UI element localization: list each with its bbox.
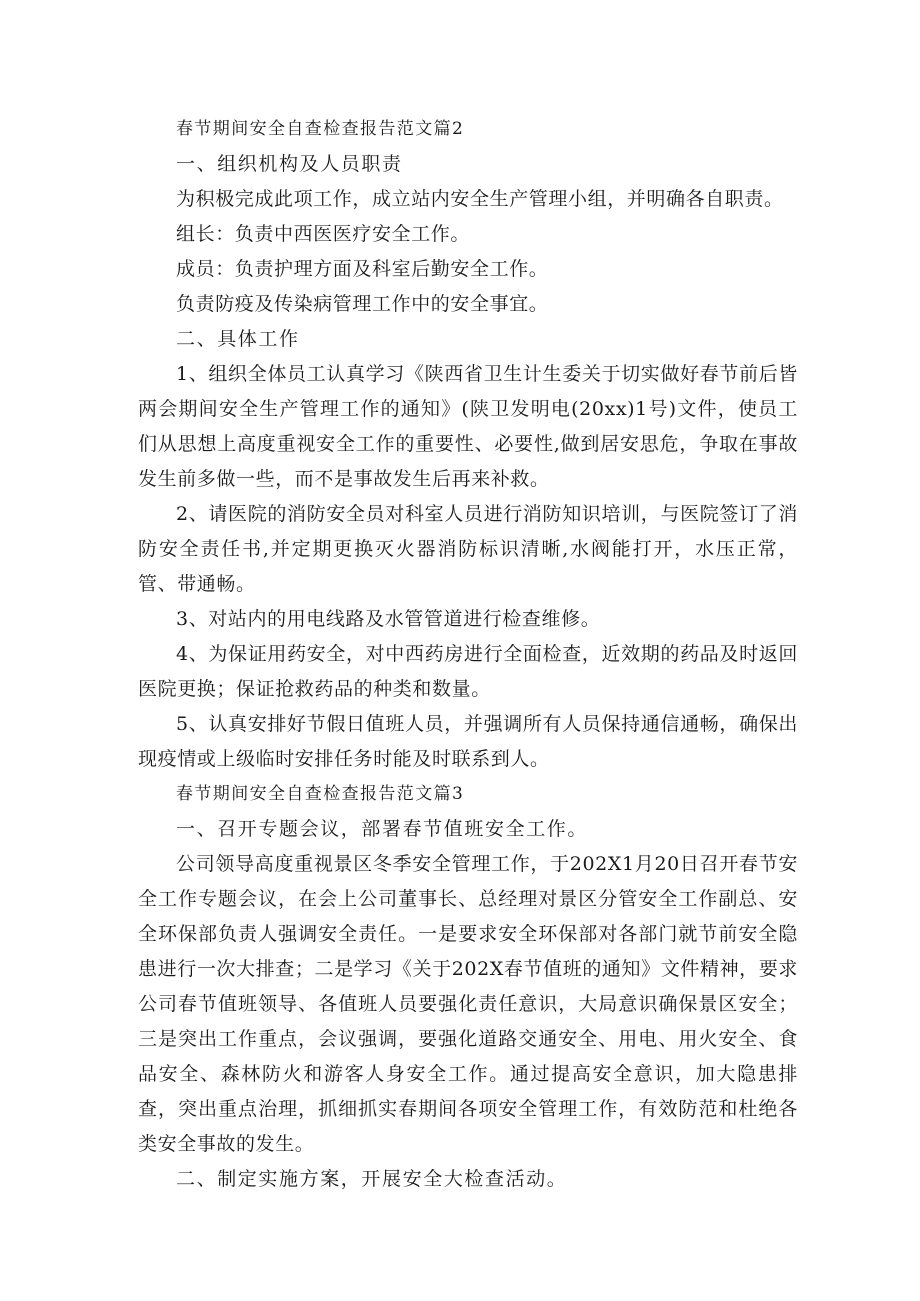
body-paragraph: 2、请医院的消防安全员对科室人员进行消防知识培训，与医院签订了消防安全责任书,并定期更换灭火器消防标识清晰,水阀能打开，水压正常，管、带通畅。 bbox=[138, 503, 798, 595]
section-heading: 二、制定实施方案，开展安全大检查活动。 bbox=[176, 1168, 568, 1190]
body-paragraph: 成员：负责护理方面及科室后勤安全工作。 bbox=[176, 258, 549, 280]
section-heading: 一、召开专题会议，部署春节值班安全工作。 bbox=[176, 818, 589, 840]
body-paragraph: 3、对站内的用电线路及水管管道进行检查维修。 bbox=[176, 608, 601, 630]
body-paragraph: 负责防疫及传染病管理工作中的安全事宜。 bbox=[176, 293, 549, 315]
body-paragraph: 5、认真安排好节假日值班人员，并强调所有人员保持通信通畅，确保出现疫情或上级临时安排任务时能及时联系到人。 bbox=[138, 713, 798, 770]
body-paragraph: 组长：负责中西医医疗安全工作。 bbox=[176, 223, 471, 245]
body-paragraph: 4、为保证用药安全，对中西药房进行全面检查，近效期的药品及时返回医院更换；保证抢救药品的种类和数量。 bbox=[138, 643, 798, 700]
body-paragraph: 1、组织全体员工认真学习《陕西省卫生计生委关于切实做好春节前后皆两会期间安全生产管理工作的通知》(陕卫发明电(20xx)1号)文件，使员工们从思想上高度重视安全工作的重要性、必要性,做到居安思危，争取在事故发生前多做一些，而不是事故发生后再来补救。 bbox=[138, 363, 798, 490]
article-title: 春节期间安全自查检查报告范文篇3 bbox=[176, 784, 465, 804]
section-heading: 二、具体工作 bbox=[176, 328, 300, 350]
article-title: 春节期间安全自查检查报告范文篇2 bbox=[176, 119, 465, 139]
document-page bbox=[138, 112, 798, 1197]
body-paragraph: 为积极完成此项工作，成立站内安全生产管理小组，并明确各自职责。 bbox=[176, 188, 784, 210]
section-heading: 一、组织机构及人员职责 bbox=[176, 153, 403, 175]
body-paragraph: 公司领导高度重视景区冬季安全管理工作，于202X1月20日召开春节安全工作专题会议，在会上公司董事长、总经理对景区分管安全工作副总、安全环保部负责人强调安全责任。一是要求安全环保部对各部门就节前安全隐患进行一次大排查；二是学习《关于202X春节值班的通知》文件精神，要求公司春节值班领导、各值班人员要强化责任意识，大局意识确保景区安全；三是突出工作重点，会议强调，要强化道路交通安全、用电、用火安全、食品安全、森林防火和游客人身安全工作。通过提高安全意识，加大隐患排查，突出重点治理，抓细抓实春期间各项安全管理工作，有效防范和杜绝各类安全事故的发生。 bbox=[138, 853, 798, 1155]
